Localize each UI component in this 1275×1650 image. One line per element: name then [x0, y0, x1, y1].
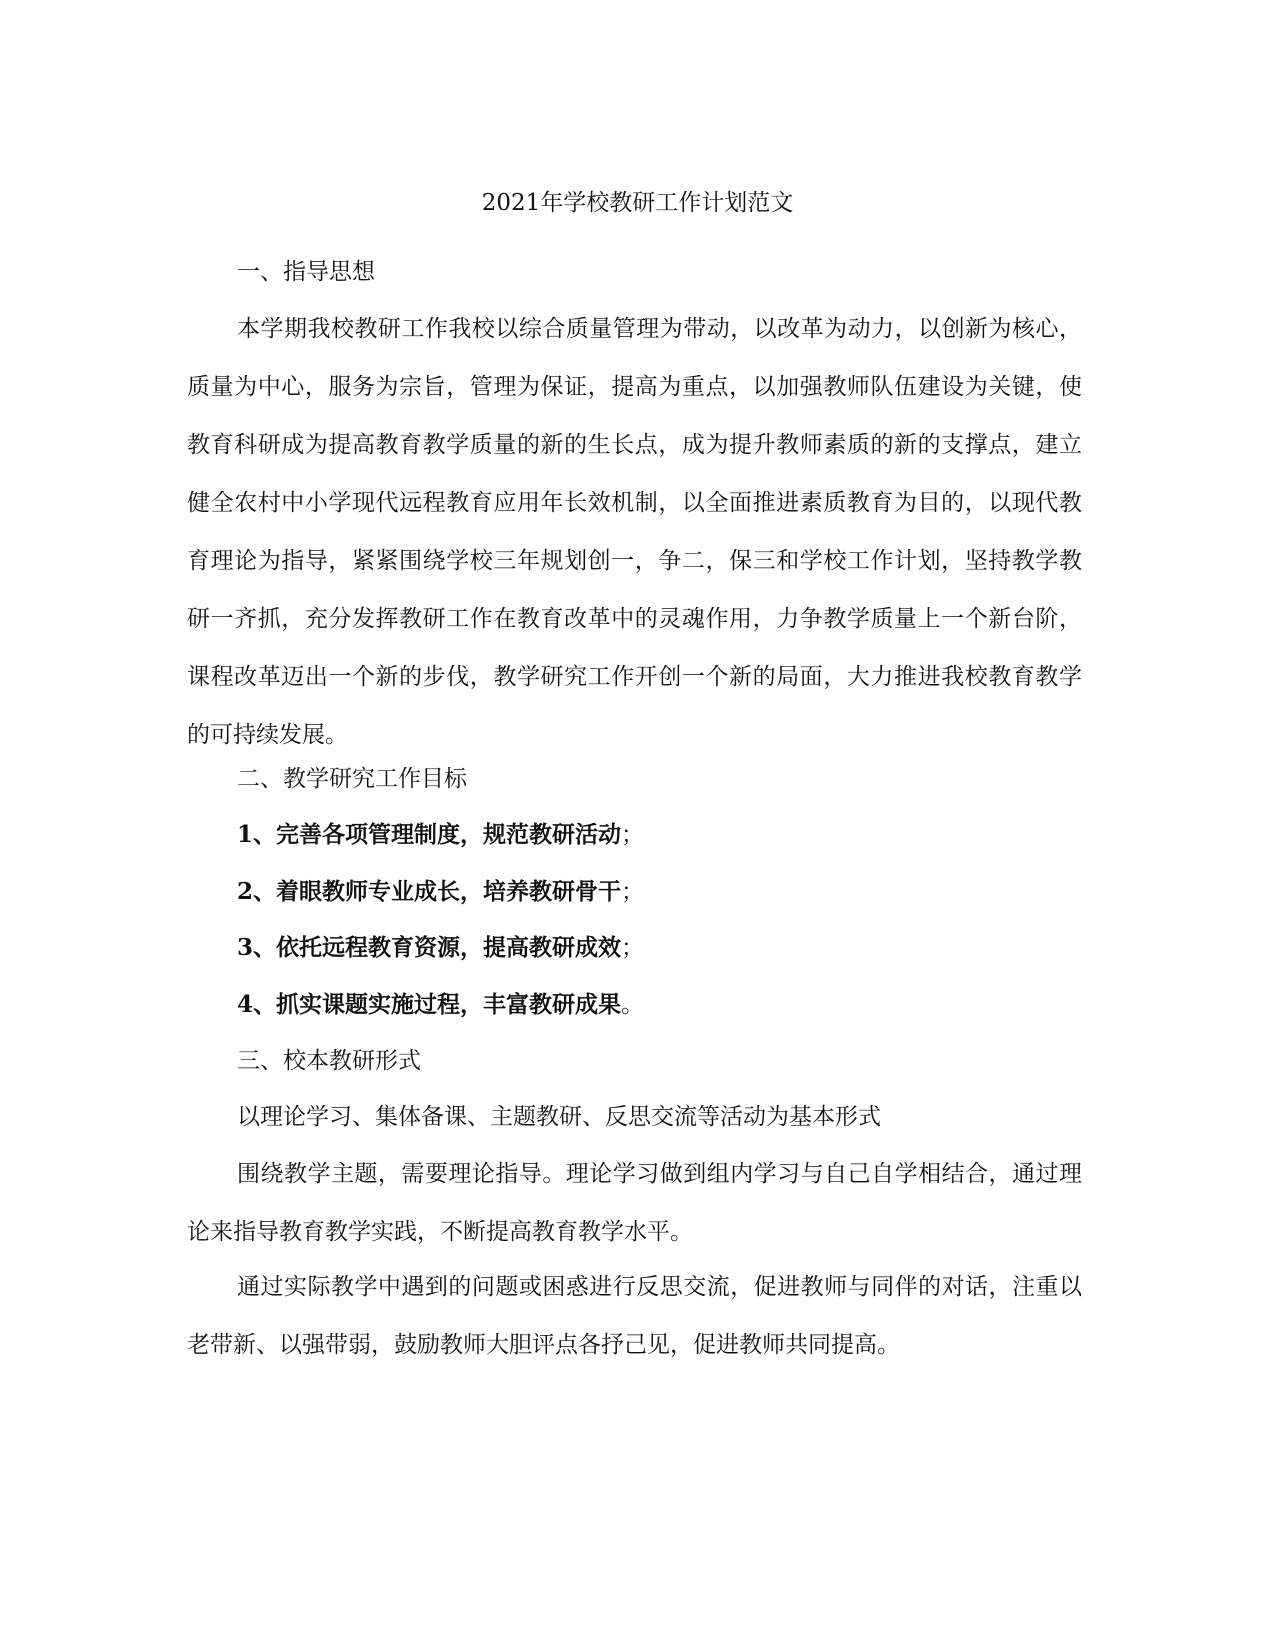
- goal-item-punct: ；: [621, 879, 645, 905]
- goal-item-2: [237, 877, 644, 907]
- goal-item-punct: ；: [621, 935, 645, 961]
- goal-item-text: 2、着眼教师专业成长，培养教研骨干: [237, 878, 622, 905]
- goal-item-3: [237, 933, 644, 963]
- paragraph-theory-study: 围绕教学主题，需要理论指导。理论学习做到组内学习与自己自学相结合，通过理论来指导教育教学实践，不断提高教育教学水平。: [187, 1161, 1082, 1245]
- paragraph-research-forms-intro: 以理论学习、集体备课、主题教研、反思交流等活动为基本形式: [237, 1104, 881, 1130]
- goal-item-4: [237, 990, 644, 1020]
- goal-item-text: 4、抓实课题实施过程，丰富教研成果: [237, 991, 622, 1018]
- section-heading-research-forms: 三、校本教研形式: [237, 1048, 421, 1074]
- goal-item-1: [237, 820, 644, 850]
- section-heading-guiding-ideology: 一、指导思想: [237, 259, 375, 285]
- goal-item-punct: ；: [621, 822, 645, 848]
- goal-item-text: 3、依托远程教育资源，提高教研成效: [237, 934, 622, 961]
- section-heading-research-goals: 二、教学研究工作目标: [237, 766, 467, 792]
- goal-item-punct: 。: [621, 992, 645, 1018]
- paragraph-reflection-exchange: 通过实际教学中遇到的问题或困惑进行反思交流，促进教师与同伴的对话，注重以老带新、以强带弱，鼓励教师大胆评点各抒己见，促进教师共同提高。: [187, 1274, 1082, 1358]
- paragraph-guiding-ideology: 本学期我校教研工作我校以综合质量管理为带动，以改革为动力，以创新为核心，质量为中心，服务为宗旨，管理为保证，提高为重点，以加强教师队伍建设为关键，使教育科研成为提高教育教学质量的新的生长点，成为提升教师素质的新的支撑点，建立健全农村中小学现代远程教育应用年长效机制，以全面推进素质教育为目的，以现代教育理论为指导，紧紧围绕学校三年规划创一，争二，保三和学校工作计划，坚持教学教研一齐抓，充分发挥教研工作在教育改革中的灵魂作用，力争教学质量上一个新台阶，课程改革迈出一个新的步伐，教学研究工作开创一个新的局面，大力推进我校教育教学的可持续发展。: [187, 316, 1082, 748]
- document-title: 2021年学校教研工作计划范文: [481, 190, 794, 216]
- goal-item-text: 1、完善各项管理制度，规范教研活动: [237, 821, 622, 848]
